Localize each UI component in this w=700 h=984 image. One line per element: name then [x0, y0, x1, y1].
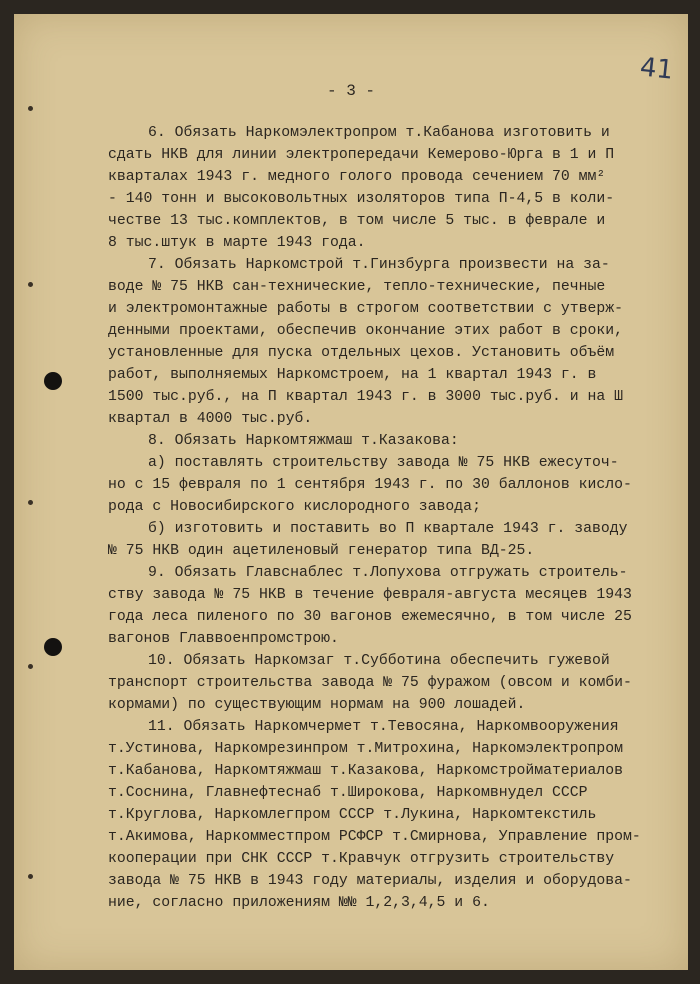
document-page — [14, 14, 688, 970]
text-line: т.Соснина, Главнефтеснаб т.Широкова, Наркомвнудел СССР — [108, 785, 588, 801]
text-line: 11. Обязать Наркомчермет т.Тевосяна, Наркомвооружения — [148, 719, 619, 735]
text-line: кормами) по существующим нормам на 900 лошадей. — [108, 697, 526, 713]
document-body — [108, 122, 648, 914]
text-line: честве 13 тыс.комплектов, в том числе 5 тыс. в феврале и — [108, 213, 606, 229]
margin-mark — [28, 874, 33, 879]
margin-mark — [28, 500, 33, 505]
text-line: т.Устинова, Наркомрезинпром т.Митрохина, Наркомэлектропром — [108, 741, 624, 757]
text-line: кварталах 1943 г. медного голого провода сечением 70 мм² — [108, 169, 606, 185]
text-line: установленные для пуска отдельных цехов. Установить объём — [108, 345, 615, 361]
text-line: сдать НКВ для линии электропередачи Кемерово-Юрга в 1 и П — [108, 147, 615, 163]
text-line: т.Акимова, Наркомместпром РСФСР т.Смирнова, Управление пром- — [108, 829, 641, 845]
text-line: воде № 75 НКВ сан-технические, тепло-технические, печные — [108, 279, 606, 295]
punch-hole-top — [44, 372, 62, 390]
margin-mark — [28, 282, 33, 287]
text-line: - 140 тонн и высоковольтных изоляторов типа П-4,5 в коли- — [108, 191, 615, 207]
text-line: а) поставлять строительству завода № 75 НКВ ежесуточ- — [148, 455, 619, 471]
text-line: и электромонтажные работы в строгом соответствии с утверж- — [108, 301, 624, 317]
text-line: рода с Новосибирского кислородного завода; — [108, 499, 481, 515]
punch-hole-bottom — [44, 638, 62, 656]
text-line: б) изготовить и поставить во П квартале 1943 г. заводу — [148, 521, 628, 537]
margin-mark — [28, 664, 33, 669]
text-line: 8 тыс.штук в марте 1943 года. — [108, 235, 366, 251]
text-line: 7. Обязать Наркомстрой т.Гинзбурга произвести на за- — [148, 257, 610, 273]
text-line: вагонов Главвоенпромстрою. — [108, 631, 339, 647]
text-line: ству завода № 75 НКВ в течение февраля-августа месяцев 1943 — [108, 587, 632, 603]
text-line: 6. Обязать Наркомэлектропром т.Кабанова изготовить и — [148, 125, 610, 141]
text-line: 10. Обязать Наркомзаг т.Субботина обеспечить гужевой — [148, 653, 610, 669]
text-line: квартал в 4000 тыс.руб. — [108, 411, 313, 427]
text-line: работ, выполняемых Наркомстроем, на 1 квартал 1943 г. в — [108, 367, 597, 383]
text-line: 9. Обязать Главснаблес т.Лопухова отгружать строитель- — [148, 565, 628, 581]
folio-number: 41 — [638, 52, 675, 86]
text-line: денными проектами, обеспечив окончание этих работ в сроки, — [108, 323, 624, 339]
text-line: т.Кабанова, Наркомтяжмаш т.Казакова, Наркомстройматериалов — [108, 763, 624, 779]
text-line: 8. Обязать Наркомтяжмаш т.Казакова: — [148, 433, 459, 449]
text-line: года леса пиленого по 30 вагонов ежемесячно, в том числе 25 — [108, 609, 632, 625]
text-line: завода № 75 НКВ в 1943 году материалы, изделия и оборудова- — [108, 873, 632, 889]
text-line: ние, согласно приложениям №№ 1,2,3,4,5 и 6. — [108, 895, 490, 911]
text-line: 1500 тыс.руб., на П квартал 1943 г. в 3000 тыс.руб. и на Ш — [108, 389, 624, 405]
text-line: транспорт строительства завода № 75 фуражом (овсом и комби- — [108, 675, 632, 691]
text-line: т.Круглова, Наркомлегпром СССР т.Лукина, Наркомтекстиль — [108, 807, 597, 823]
text-line: кооперации при СНК СССР т.Кравчук отгрузить строительству — [108, 851, 615, 867]
text-line: № 75 НКВ один ацетиленовый генератор типа ВД-25. — [108, 543, 535, 559]
page-number: - 3 - — [326, 82, 375, 100]
margin-mark — [28, 106, 33, 111]
text-line: но с 15 февраля по 1 сентября 1943 г. по 30 баллонов кисло- — [108, 477, 632, 493]
